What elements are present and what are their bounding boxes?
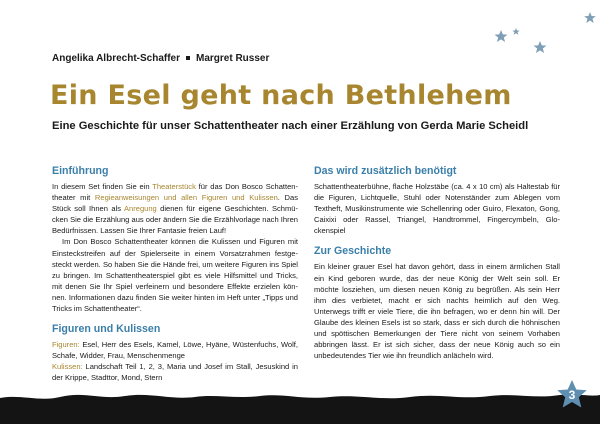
- heading-zur-geschichte: Zur Geschichte: [314, 245, 392, 258]
- star-icon: [495, 30, 508, 42]
- page-title: Ein Esel geht nach Bethlehem: [50, 80, 512, 111]
- intro-paragraph: In diesem Set finden Sie ein Theaterstück für das Don Bosco Schattentheater mit Regieanweisungen und allen Figuren und Kulissen. Das Stück soll Ihnen als Anregung dienen für eigene Geschichten. Schmücken Sie die Erzählung aus oder ändern Sie die Erzählvorlage nach Ihren Bedürfnissen. Lassen Sie Ihrer Fantasie freien Lauf!: [52, 182, 299, 236]
- author-separator: [186, 56, 190, 60]
- right-column: [314, 165, 560, 361]
- intro-paragraph-2: Im Don Bosco Schattentheater können die Kulissen und Figuren mit Einsteckstreifen auf der Spielerseite in einem Vorsatzrahmen festgesteckt werden. So haben Sie die Hände frei, um weitere Figuren ins Spiel zu bringen. Im Schattentheaterspiel gibt es viele Hilfsmittel und Tricks, mit denen Sie Ihr Spiel verfeinern und besondere Effekte erzielen können. Informationen dazu finden Sie weiter hinten im Heft unter „Tipps und Tricks im Schattentheater“.: [52, 237, 298, 314]
- heading-figuren-kulissen: Figuren und Kulissen: [52, 323, 161, 336]
- highlight-anregung: Anregung: [124, 204, 157, 214]
- figuren-list: Figuren: Esel, Herr des Esels, Kamel, Löwe, Hyäne, Wüstenfuchs, Wolf, Schafe, Widder, Frau, Menschenmenge: [52, 340, 298, 361]
- kulissen-list: Kulissen: Landschaft Teil 1, 2, 3, Maria und Josef im Stall, Jesuskind in der Krippe, Stadttor, Mond, Stern: [52, 362, 298, 383]
- author-2: Margret Russer: [196, 53, 270, 64]
- footer-silhouette: [0, 364, 600, 424]
- figuren-label: Figuren:: [52, 340, 80, 350]
- heading-einfuehrung: Einführung: [52, 165, 109, 177]
- star-icon: [584, 12, 596, 23]
- materials-paragraph: Schattentheaterbühne, flache Holzstäbe (ca. 4 x 10 cm) als Haltestab für die Figuren, Lichtquelle, Stuhl oder Notenständer zum Ablegen vom Textheft, Musikinstrumente wie Schellenring oder Guiro, Flexaton, Gong, Caixixi oder Rassel, Triangel, Handtrommel, Fingercymbeln, Glockenspiel: [314, 182, 560, 236]
- highlight-regieanweisungen: Regieanweisungen und allen Figuren und Kulissen: [94, 193, 278, 203]
- story-paragraph: Ein kleiner grauer Esel hat davon gehört, dass in einem ärmlichen Stall ein Kind geboren wurde, das der neue König der Welt sein soll. Er möchte losziehen, um diesen neuen König zu begrüßen. Als sein Herr ihm dies verbietet, macht er sich nachts heimlich auf den Weg. Unterwegs trifft er viele Tiere, die ihn befragen, wo er denn hin will. Der Glaube des kleinen Esels ist so stark, dass er sich durch die höhnischen und spöttischen Bemerkungen der Tiere nicht von seinem Vorhaben abbringen lässt. Er ist sich sicher, dass der neue König auch so ein unbedeutendes Tier wie ihn freundlich anlächeln wird.: [314, 262, 560, 361]
- page-subtitle: Eine Geschichte für unser Schattentheater nach einer Erzählung von Gerda Marie Scheidl: [52, 120, 529, 132]
- star-icon: [534, 41, 547, 53]
- heading-zusaetzlich: Das wird zusätzlich benötigt: [314, 165, 457, 177]
- author-1: Angelika Albrecht-Schaffer: [52, 53, 180, 64]
- left-column: [52, 165, 298, 384]
- kulissen-label: Kulissen:: [52, 362, 83, 372]
- page-number: 3: [568, 388, 576, 402]
- highlight-theaterstueck: Theaterstück: [152, 182, 196, 191]
- authors: [52, 53, 269, 64]
- decorative-stars: [480, 0, 600, 70]
- page-number-badge: [556, 379, 588, 411]
- star-icon: [512, 28, 519, 35]
